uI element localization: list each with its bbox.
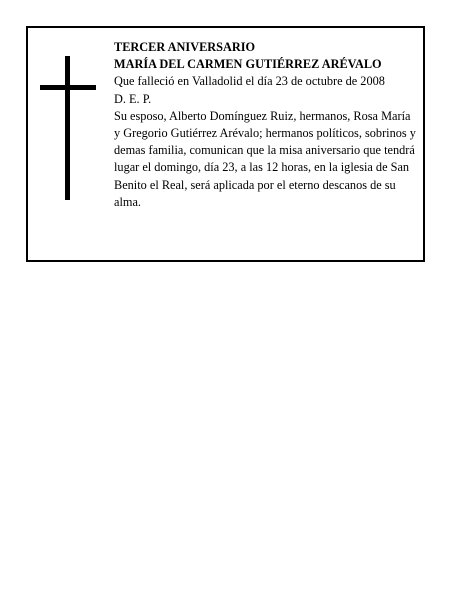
cross-horizontal-bar — [40, 85, 96, 90]
rip-line: D. E. P. — [114, 91, 152, 106]
notice-title: TERCER ANIVERSARIO — [114, 40, 256, 54]
deceased-name: MARÍA DEL CARMEN GUTIÉRREZ ARÉVALO — [114, 57, 382, 72]
death-date-line: Que falleció en Valladolid el día 23 de octubre de 2008 — [114, 74, 385, 89]
cross-vertical-bar — [65, 56, 70, 200]
obituary-notice — [26, 26, 425, 262]
cross-icon — [40, 56, 96, 200]
notice-body: Su esposo, Alberto Domínguez Ruiz, hermanos, Rosa María y Gregorio Gutiérrez Arévalo; hermanos políticos, sobrinos y demas familia, comunican que la misa aniversario que tendrá lugar el domingo, día 23, a las 12 horas, en la iglesia de San Benito el Real, será aplicada por el eterno descanos de su alma. — [114, 108, 416, 209]
notice-text — [114, 39, 419, 211]
